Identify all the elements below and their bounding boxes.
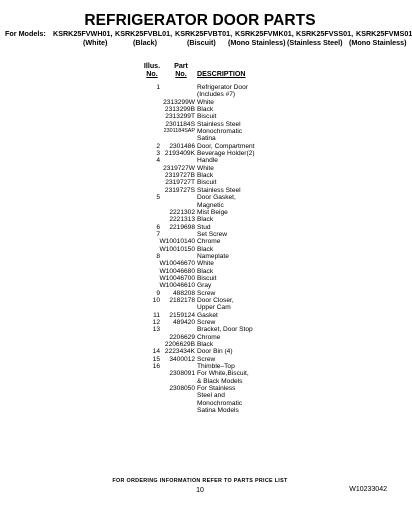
table-row bbox=[140, 385, 350, 392]
part-description: Black bbox=[197, 216, 214, 224]
illus-number: 2 bbox=[156, 142, 160, 150]
part-number: 2308050 bbox=[169, 385, 195, 393]
table-row bbox=[140, 378, 350, 385]
part-description: For Stainless bbox=[197, 385, 236, 393]
part-description: Chrome bbox=[197, 333, 221, 341]
table-row bbox=[140, 407, 350, 414]
part-column-header: Part No. bbox=[174, 62, 188, 78]
model-color: (Black) bbox=[133, 37, 157, 47]
table-row bbox=[140, 128, 350, 135]
illus-number: 13 bbox=[152, 326, 160, 334]
part-description: Biscuit bbox=[197, 113, 217, 121]
table-row bbox=[140, 348, 350, 355]
part-description: Chrome bbox=[197, 238, 221, 246]
illus-number: 10 bbox=[152, 296, 160, 304]
table-row bbox=[140, 157, 350, 164]
model-number: KSRK25FVBT01, bbox=[175, 29, 233, 38]
part-number: 2159124 bbox=[169, 311, 195, 319]
part-number: 2308091 bbox=[169, 370, 195, 378]
part-number: 2221302 bbox=[169, 208, 195, 216]
part-description: Gasket bbox=[197, 311, 218, 319]
part-number: 2206629B bbox=[164, 341, 195, 349]
illus-number: 16 bbox=[152, 363, 160, 371]
table-row bbox=[140, 216, 350, 223]
table-row bbox=[140, 231, 350, 238]
table-row bbox=[140, 135, 350, 142]
part-description: Monochromatic bbox=[197, 128, 243, 136]
part-description: Refrigerator Door bbox=[197, 84, 248, 91]
illus-number: 8 bbox=[156, 252, 160, 260]
part-description: Satina bbox=[197, 135, 216, 143]
part-number: 2206629 bbox=[169, 333, 195, 341]
model-number: KSRK25FVSS01, bbox=[296, 29, 354, 38]
table-row bbox=[140, 238, 350, 245]
model-color: (Biscuit) bbox=[187, 37, 216, 47]
table-row bbox=[140, 334, 350, 341]
model-color: (Mono Stainless) bbox=[228, 37, 286, 47]
illus-number: 15 bbox=[152, 355, 160, 363]
part-number: 2319727B bbox=[164, 172, 195, 180]
part-description: Stud bbox=[197, 223, 211, 231]
table-row bbox=[140, 400, 350, 407]
illus-number: 14 bbox=[152, 348, 160, 356]
illus-number: 4 bbox=[156, 157, 160, 165]
part-number: 2301184S bbox=[165, 120, 195, 128]
table-row bbox=[140, 106, 350, 113]
table-row bbox=[140, 179, 350, 186]
part-number: 2319727W bbox=[163, 164, 195, 172]
description-column-header: DESCRIPTION bbox=[197, 70, 246, 78]
part-description: Handle bbox=[197, 157, 218, 165]
table-row bbox=[140, 224, 350, 231]
part-description: Gray bbox=[197, 282, 212, 290]
table-row bbox=[140, 113, 350, 120]
part-description: Door Closer, bbox=[197, 296, 234, 304]
part-description: Biscuit bbox=[197, 179, 217, 187]
model-number: KSRK25FVMK01, bbox=[235, 29, 294, 38]
illus-number: 5 bbox=[156, 194, 160, 202]
part-description: Upper Cam bbox=[197, 304, 231, 312]
parts-table bbox=[140, 62, 350, 414]
part-number: 2193409K bbox=[164, 150, 195, 158]
part-description: White bbox=[197, 260, 214, 268]
part-description: White bbox=[197, 164, 214, 172]
table-row bbox=[140, 253, 350, 260]
part-description: Beverage Holder(2) bbox=[197, 150, 255, 158]
part-description: Screw bbox=[197, 355, 216, 363]
illus-number: 6 bbox=[156, 223, 160, 231]
part-description: (Includes #7) bbox=[197, 91, 236, 99]
table-row bbox=[140, 202, 350, 209]
part-description: Black bbox=[197, 341, 214, 349]
part-description: Stainless Steel bbox=[197, 186, 241, 194]
table-row bbox=[140, 304, 350, 311]
document-number: W10233042 bbox=[349, 486, 387, 493]
part-description: Mist Beige bbox=[197, 208, 228, 216]
part-number: W10046670 bbox=[159, 260, 195, 268]
part-number: 2219698 bbox=[169, 223, 195, 231]
part-number: W10010140 bbox=[159, 238, 195, 246]
part-description: Black bbox=[197, 267, 214, 275]
model-color: (White) bbox=[83, 37, 108, 47]
part-number: W10046700 bbox=[159, 274, 195, 282]
part-description: Biscuit bbox=[197, 274, 217, 282]
part-number: 2221313 bbox=[169, 216, 195, 224]
part-description: Bracket, Door Stop bbox=[197, 326, 253, 334]
part-description: Set Screw bbox=[197, 230, 228, 238]
part-number: 2301486 bbox=[169, 142, 195, 150]
models-label: For Models: bbox=[5, 29, 46, 38]
part-description: Thimble–Top bbox=[197, 363, 235, 371]
model-number: KSRK25FVMS01 bbox=[356, 29, 412, 38]
illus-number: 1 bbox=[156, 84, 160, 91]
table-row bbox=[140, 187, 350, 194]
part-number: 2319727S bbox=[164, 186, 195, 194]
table-row bbox=[140, 370, 350, 377]
table-row bbox=[140, 99, 350, 106]
table-row bbox=[140, 326, 350, 333]
table-row bbox=[140, 143, 350, 150]
illus-number: 9 bbox=[156, 289, 160, 297]
part-number: 2182178 bbox=[169, 296, 195, 304]
illus-number: 3 bbox=[156, 150, 160, 158]
part-description: & Black Models bbox=[197, 377, 243, 385]
part-number: 2313299T bbox=[165, 113, 195, 121]
table-row bbox=[140, 341, 350, 348]
part-description: Screw bbox=[197, 289, 216, 297]
part-number: W10046680 bbox=[159, 267, 195, 275]
table-row bbox=[140, 275, 350, 282]
ordering-note: FOR ORDERING INFORMATION REFER TO PARTS PRICE LIST bbox=[112, 478, 288, 484]
table-row bbox=[140, 150, 350, 157]
parts-table-body bbox=[140, 84, 350, 414]
parts-table-header bbox=[140, 62, 350, 78]
part-number: 2313299W bbox=[163, 98, 195, 106]
part-description: Door Gasket, bbox=[197, 194, 236, 202]
part-description: Satina Models bbox=[197, 407, 239, 415]
illus-number: 12 bbox=[152, 319, 160, 326]
part-description: Monochromatic bbox=[197, 399, 243, 407]
table-row bbox=[140, 392, 350, 399]
page-number: 10 bbox=[196, 487, 204, 494]
table-row bbox=[140, 363, 350, 370]
table-row bbox=[140, 260, 350, 267]
part-description: Door Bin (4) bbox=[197, 348, 233, 356]
part-number: 488208 bbox=[172, 289, 195, 297]
model-number: KSRK25FVBL01, bbox=[115, 29, 173, 38]
part-number: 2319727T bbox=[165, 179, 195, 187]
table-row bbox=[140, 121, 350, 128]
part-number: 489420 bbox=[172, 319, 195, 326]
table-row bbox=[140, 268, 350, 275]
illus-number: 11 bbox=[153, 311, 160, 319]
table-row bbox=[140, 356, 350, 363]
part-description: Door, Compartment bbox=[197, 142, 255, 150]
part-number: 2313299B bbox=[164, 106, 195, 114]
part-number: W10046610 bbox=[159, 282, 195, 290]
illus-number: 7 bbox=[156, 230, 160, 238]
part-description: Magnetic bbox=[197, 201, 224, 209]
table-row bbox=[140, 282, 350, 289]
part-description: White bbox=[197, 98, 214, 106]
part-number: 3400012 bbox=[169, 355, 195, 363]
part-description: For White,Biscuit, bbox=[197, 370, 249, 378]
model-color: (Stainless Steel) bbox=[287, 37, 343, 47]
part-number: W10010150 bbox=[159, 245, 195, 253]
table-row bbox=[140, 91, 350, 98]
part-number: 2301184SAP bbox=[163, 128, 195, 135]
table-row bbox=[140, 312, 350, 319]
table-row bbox=[140, 297, 350, 304]
part-description: Stainless Steel bbox=[197, 120, 241, 128]
part-number: 2223434K bbox=[164, 348, 195, 356]
table-row bbox=[140, 290, 350, 297]
part-description: Nameplate bbox=[197, 252, 229, 260]
page-title: REFRIGERATOR DOOR PARTS bbox=[84, 12, 316, 29]
table-row bbox=[140, 209, 350, 216]
table-row bbox=[140, 246, 350, 253]
model-number: KSRK25FVWH01, bbox=[53, 29, 113, 38]
part-description: Black bbox=[197, 106, 214, 114]
table-row bbox=[140, 84, 350, 91]
table-row bbox=[140, 194, 350, 201]
table-row bbox=[140, 319, 350, 326]
table-row bbox=[140, 165, 350, 172]
part-description: Black bbox=[197, 245, 214, 253]
illus-column-header: Illus. No. bbox=[143, 62, 161, 78]
model-color: (Mono Stainless) bbox=[349, 37, 407, 47]
part-description: Steel and bbox=[197, 392, 225, 400]
part-description: Screw bbox=[197, 319, 216, 326]
table-row bbox=[140, 172, 350, 179]
part-description: Black bbox=[197, 172, 214, 180]
